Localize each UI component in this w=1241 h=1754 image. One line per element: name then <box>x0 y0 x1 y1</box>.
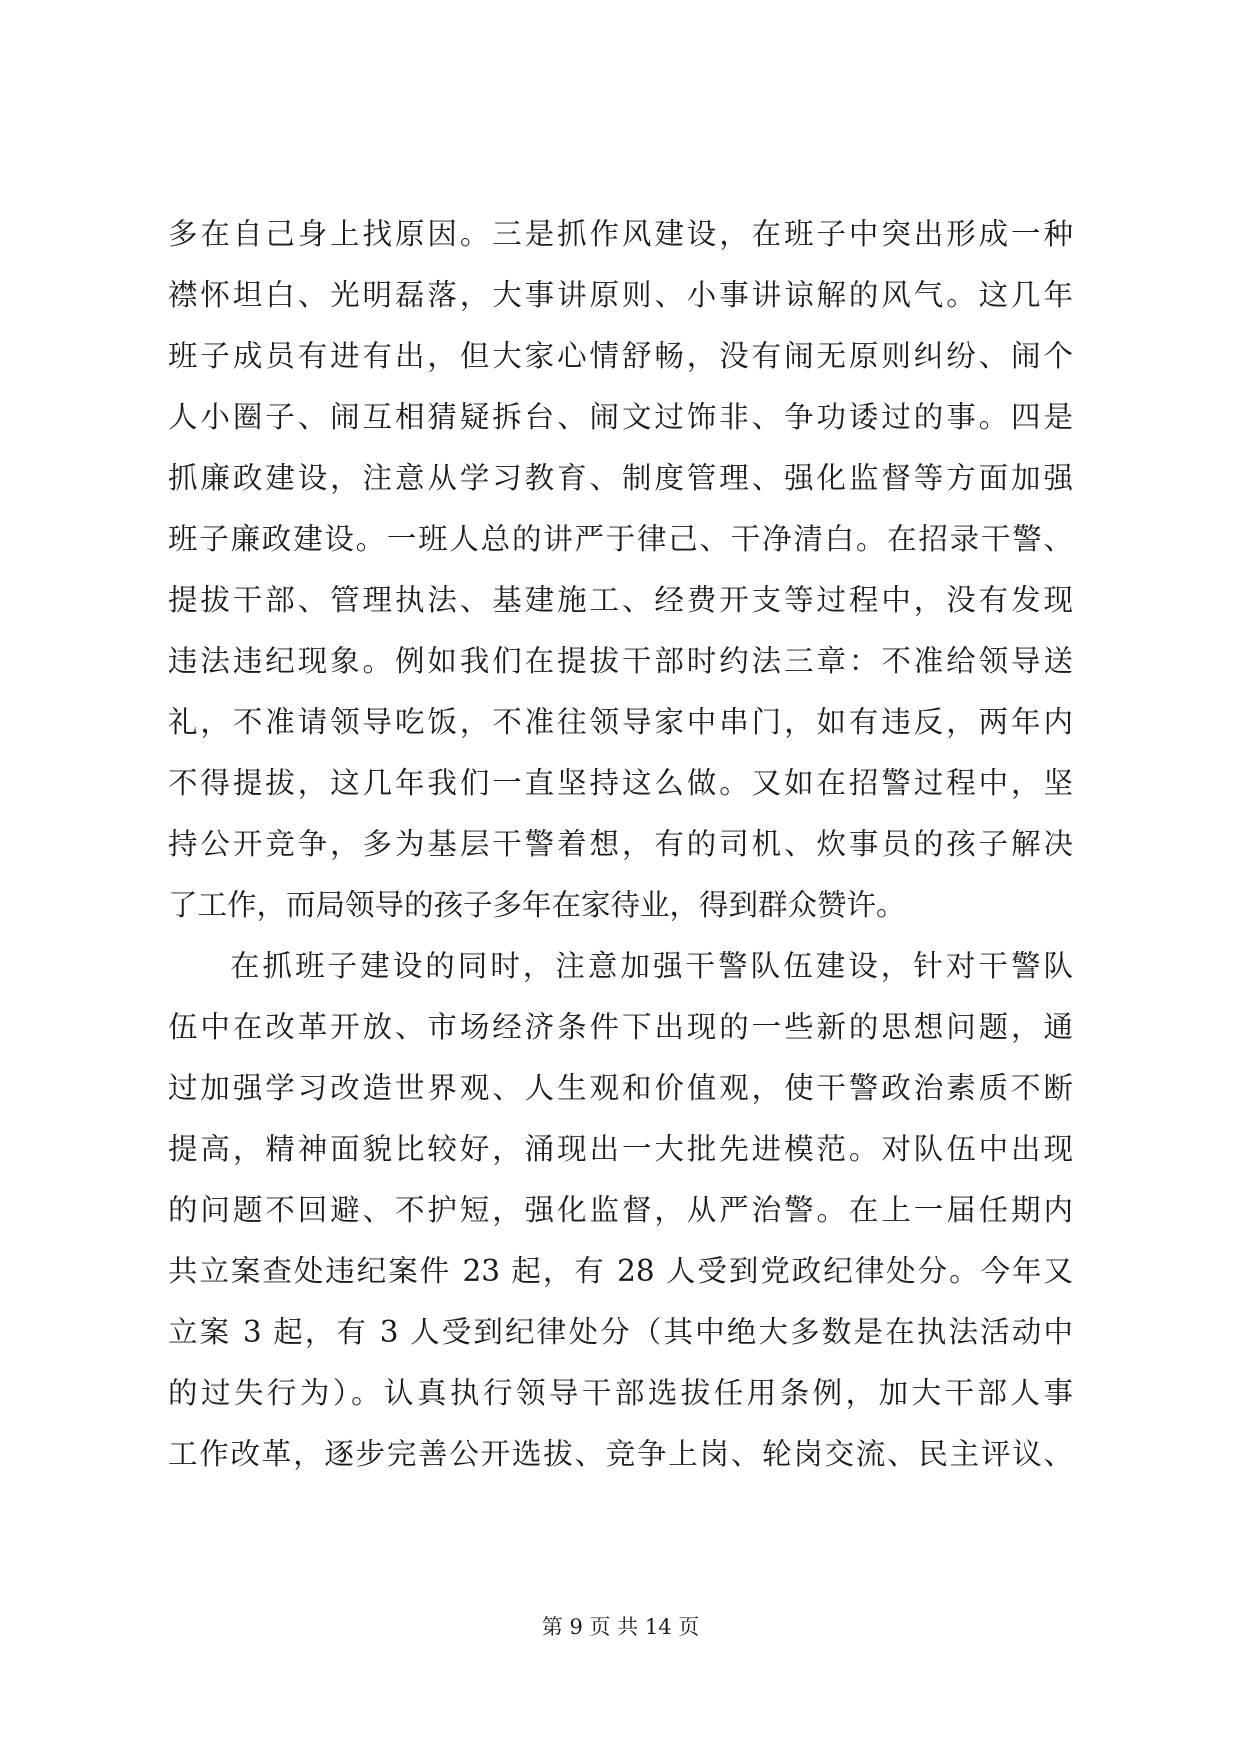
body-line-6: 班子廉政建设。一班人总的讲严于律己、干净清白。在招录干警、 <box>168 522 1073 556</box>
body-line-8: 违法违纪现象。例如我们在提拔干部时约法三章：不准给领导送 <box>168 644 1073 678</box>
body-line-13: 在抓班子建设的同时，注意加强干警队伍建设，针对干警队 <box>230 949 1073 983</box>
body-line-9: 礼，不准请领导吃饭，不准往领导家中串门，如有违反，两年内 <box>168 705 1073 739</box>
body-line-10: 不得提拔，这几年我们一直坚持这么做。又如在招警过程中，坚 <box>168 766 1073 800</box>
body-line-7: 提拔干部、管理执法、基建施工、经费开支等过程中，没有发现 <box>168 583 1073 617</box>
body-line-4: 人小圈子、闹互相猜疑拆台、闹文过饰非、争功诿过的事。四是 <box>168 400 1073 434</box>
body-line-3: 班子成员有进有出，但大家心情舒畅，没有闹无原则纠纷、闹个 <box>168 339 1073 373</box>
body-line-2: 襟怀坦白、光明磊落，大事讲原则、小事讲谅解的风气。这几年 <box>168 278 1073 312</box>
body-line-12: 了工作，而局领导的孩子多年在家待业，得到群众赞许。 <box>168 888 906 922</box>
body-line-16: 提高，精神面貌比较好，涌现出一大批先进模范。对队伍中出现 <box>168 1132 1073 1166</box>
body-line-11: 持公开竞争，多为基层干警着想，有的司机、炊事员的孩子解决 <box>168 827 1073 861</box>
body-line-14: 伍中在改革开放、市场经济条件下出现的一些新的思想问题，通 <box>168 1010 1073 1044</box>
page-number-footer: 第 9 页 共 14 页 <box>541 1615 700 1639</box>
body-line-1: 多在自己身上找原因。三是抓作风建设，在班子中突出形成一种 <box>168 217 1073 251</box>
body-line-17: 的问题不回避、不护短，强化监督，从严治警。在上一届任期内 <box>168 1193 1073 1227</box>
body-line-5: 抓廉政建设，注意从学习教育、制度管理、强化监督等方面加强 <box>168 461 1073 495</box>
body-line-18: 共立案查处违纪案件 23 起，有 28 人受到党政纪律处分。今年又 <box>168 1254 1073 1288</box>
body-line-15: 过加强学习改造世界观、人生观和价值观，使干警政治素质不断 <box>168 1071 1073 1105</box>
body-line-20: 的过失行为）。认真执行领导干部选拔任用条例，加大干部人事 <box>168 1376 1073 1410</box>
body-line-19: 立案 3 起，有 3 人受到纪律处分（其中绝大多数是在执法活动中 <box>168 1315 1073 1349</box>
body-line-21: 工作改革，逐步完善公开选拔、竞争上岗、轮岗交流、民主评议、 <box>168 1437 1073 1471</box>
